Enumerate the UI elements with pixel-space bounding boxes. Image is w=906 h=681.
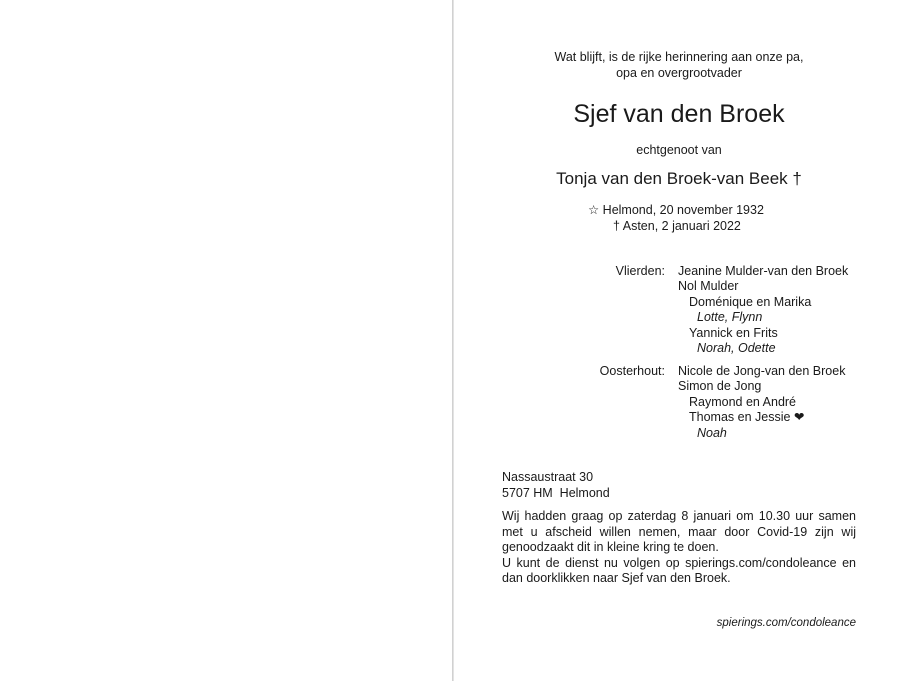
family-member: Simon de Jong (678, 379, 762, 394)
death-line: † Asten, 2 januari 2022 (613, 218, 741, 233)
deceased-name: Sjef van den Broek (573, 100, 785, 128)
family-member: Lotte, Flynn (697, 310, 763, 325)
family-members (678, 264, 848, 356)
intro-text (500, 49, 858, 81)
spouse-prefix: echtgenoot van (636, 143, 722, 157)
family-member: Jeanine Mulder-van den Broek (678, 264, 849, 278)
address-block (502, 470, 610, 501)
family-place: Vlierden: (615, 264, 665, 278)
family-member: Norah, Odette (697, 340, 776, 355)
address-city: 5707 HM Helmond (502, 485, 610, 500)
intro-line: Wat blijft, is de rijke herinnering aan onze pa, (554, 50, 804, 64)
card-fold (452, 0, 454, 681)
message-paragraph: Wij hadden graag op zaterdag 8 januari om 10.30 uur samen met u afscheid willen nemen, maar door Covid-19 zijn wij genoodzaakt dit in kleine kring te doen. (502, 509, 856, 554)
family-member: Doménique en Marika (689, 294, 812, 309)
family-member: Nol Mulder (678, 279, 739, 294)
intro-line: opa en overgrootvader (616, 66, 742, 80)
announcement-page (500, 0, 858, 681)
family-member: Yannick en Frits (689, 325, 778, 340)
spouse-name: Tonja van den Broek-van Beek † (556, 169, 802, 188)
family-member: Noah (697, 425, 727, 440)
birth-line: ☆ Helmond, 20 november 1932 (588, 203, 764, 217)
address-street: Nassaustraat 30 (502, 470, 594, 484)
website-link[interactable]: spierings.com/condoleance (716, 617, 856, 629)
message-block (502, 509, 856, 587)
message-paragraph: U kunt de dienst nu volgen op spierings.com/condoleance en dan doorklikken naar Sjef van den Broek. (502, 555, 856, 585)
family-member: Nicole de Jong-van den Broek (678, 364, 846, 378)
family-members (678, 364, 845, 441)
family-member: Thomas en Jessie ❤ (689, 410, 805, 425)
family-place: Oosterhout: (599, 364, 665, 378)
family-member: Raymond en André (689, 394, 797, 409)
